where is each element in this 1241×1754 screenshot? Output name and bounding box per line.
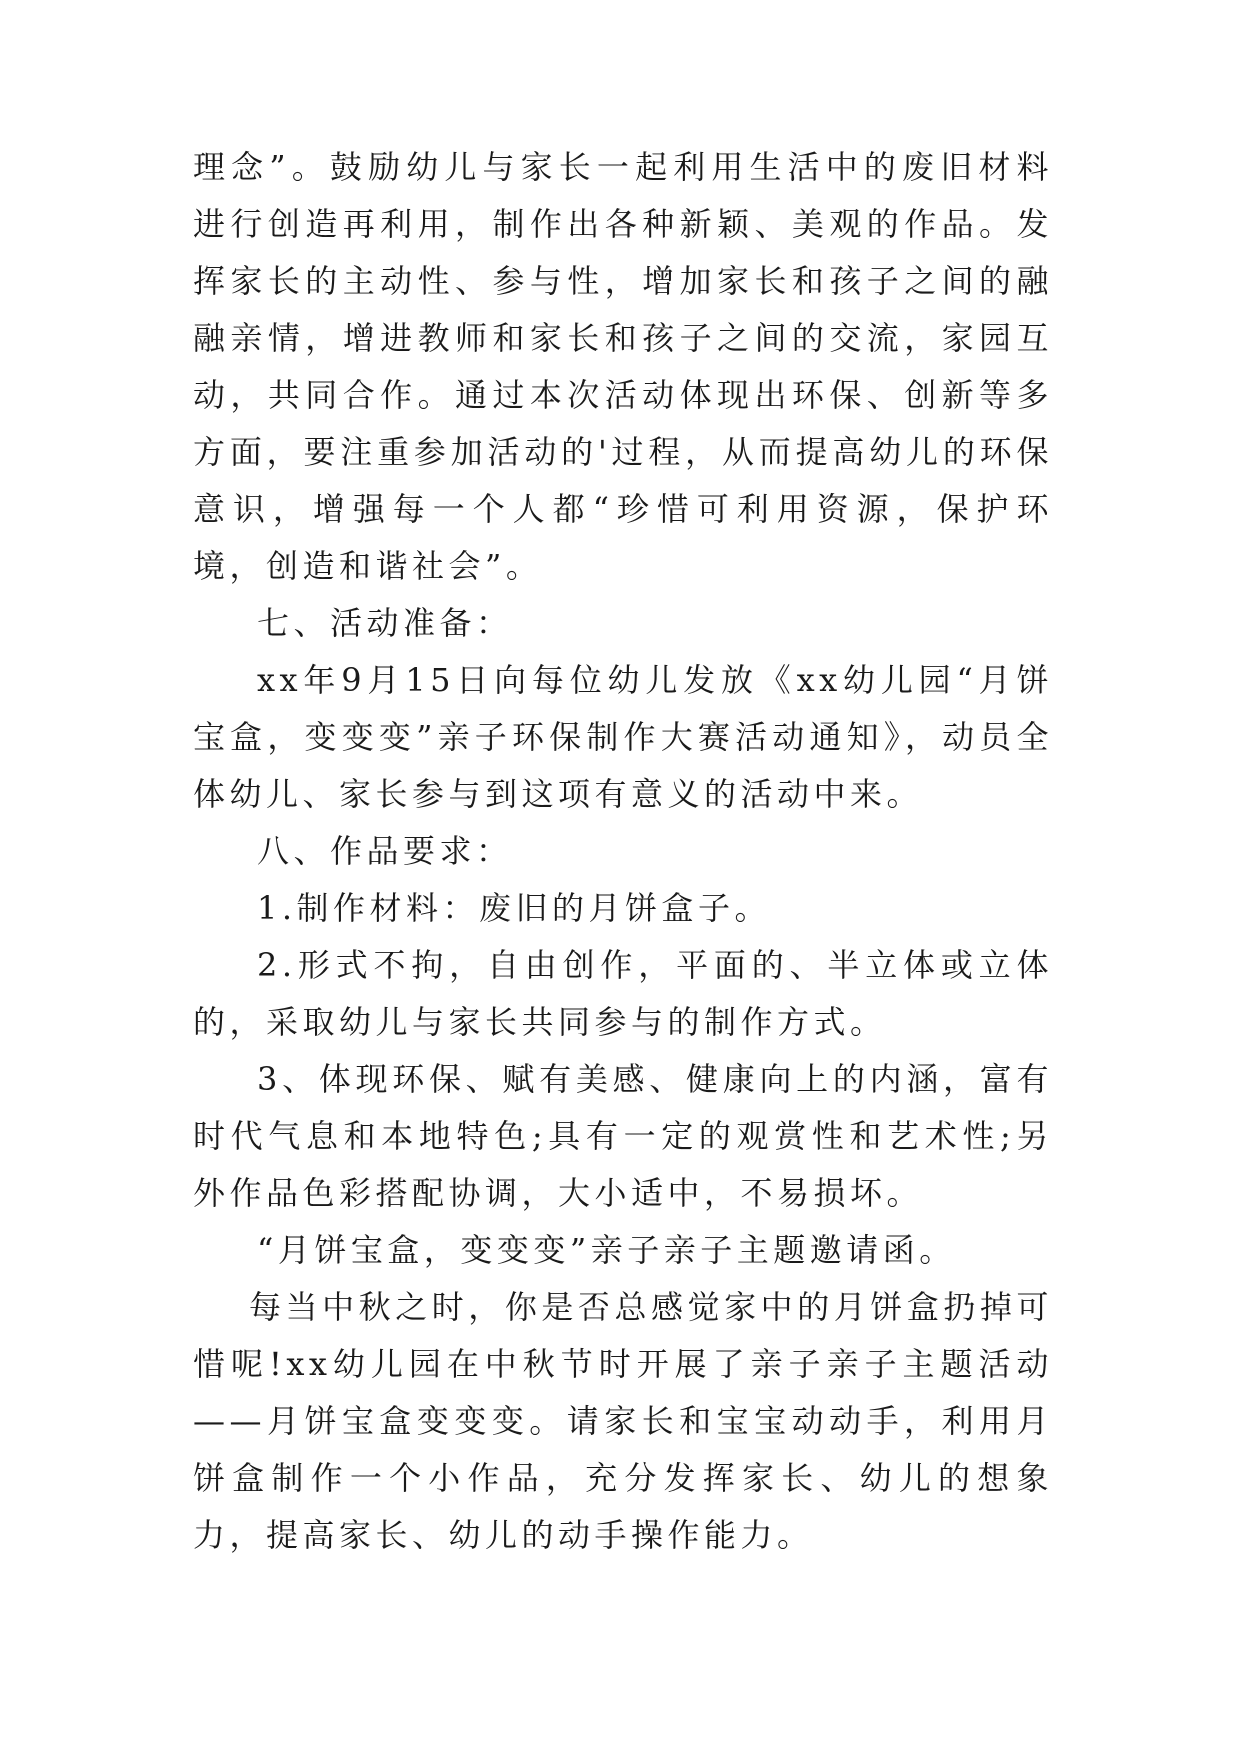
section-heading-requirements: 八、作品要求： xyxy=(257,832,513,870)
paragraph-preparation: xx年9月15日向每位幼儿发放《xx幼儿园“月饼宝盒，变变变”亲子环保制作大赛活动通知》，动员全体幼儿、家长参与到这项有意义的活动中来。 xyxy=(193,661,1053,813)
paragraph-intro: 理念”。鼓励幼儿与家长一起利用生活中的废旧材料进行创造再利用，制作出各种新颖、美观的作品。发挥家长的主动性、参与性，增加家长和孩子之间的融融亲情，增进教师和家长和孩子之间的交流，家园互动，共同合作。通过本次活动体现出环保、创新等多方面，要注重参加活动的'过程，从而提高幼儿的环保意识，增强每一个人都“珍惜可利用资源，保护环境，创造和谐社会”。 xyxy=(193,148,1053,585)
requirement-item-3: 3、体现环保、赋有美感、健康向上的内涵，富有时代气息和本地特色;具有一定的观赏性和艺术性;另外作品色彩搭配协调，大小适中，不易损坏。 xyxy=(193,1060,1053,1212)
document-body xyxy=(193,139,1053,1564)
requirement-item-1: 1.制作材料：废旧的月饼盒子。 xyxy=(257,889,772,927)
invitation-title: “月饼宝盒，变变变”亲子亲子主题邀请函。 xyxy=(257,1231,956,1269)
section-heading-preparation: 七、活动准备： xyxy=(257,604,513,642)
requirement-item-2: 2.形式不拘，自由创作，平面的、半立体或立体的，采取幼儿与家长共同参与的制作方式。 xyxy=(193,946,1053,1041)
paragraph-invitation: 每当中秋之时，你是否总感觉家中的月饼盒扔掉可惜呢!xx幼儿园在中秋节时开展了亲子亲子主题活动——月饼宝盒变变变。请家长和宝宝动动手，利用月饼盒制作一个小作品，充分发挥家长、幼儿的想象力，提高家长、幼儿的动手操作能力。 xyxy=(193,1288,1053,1554)
